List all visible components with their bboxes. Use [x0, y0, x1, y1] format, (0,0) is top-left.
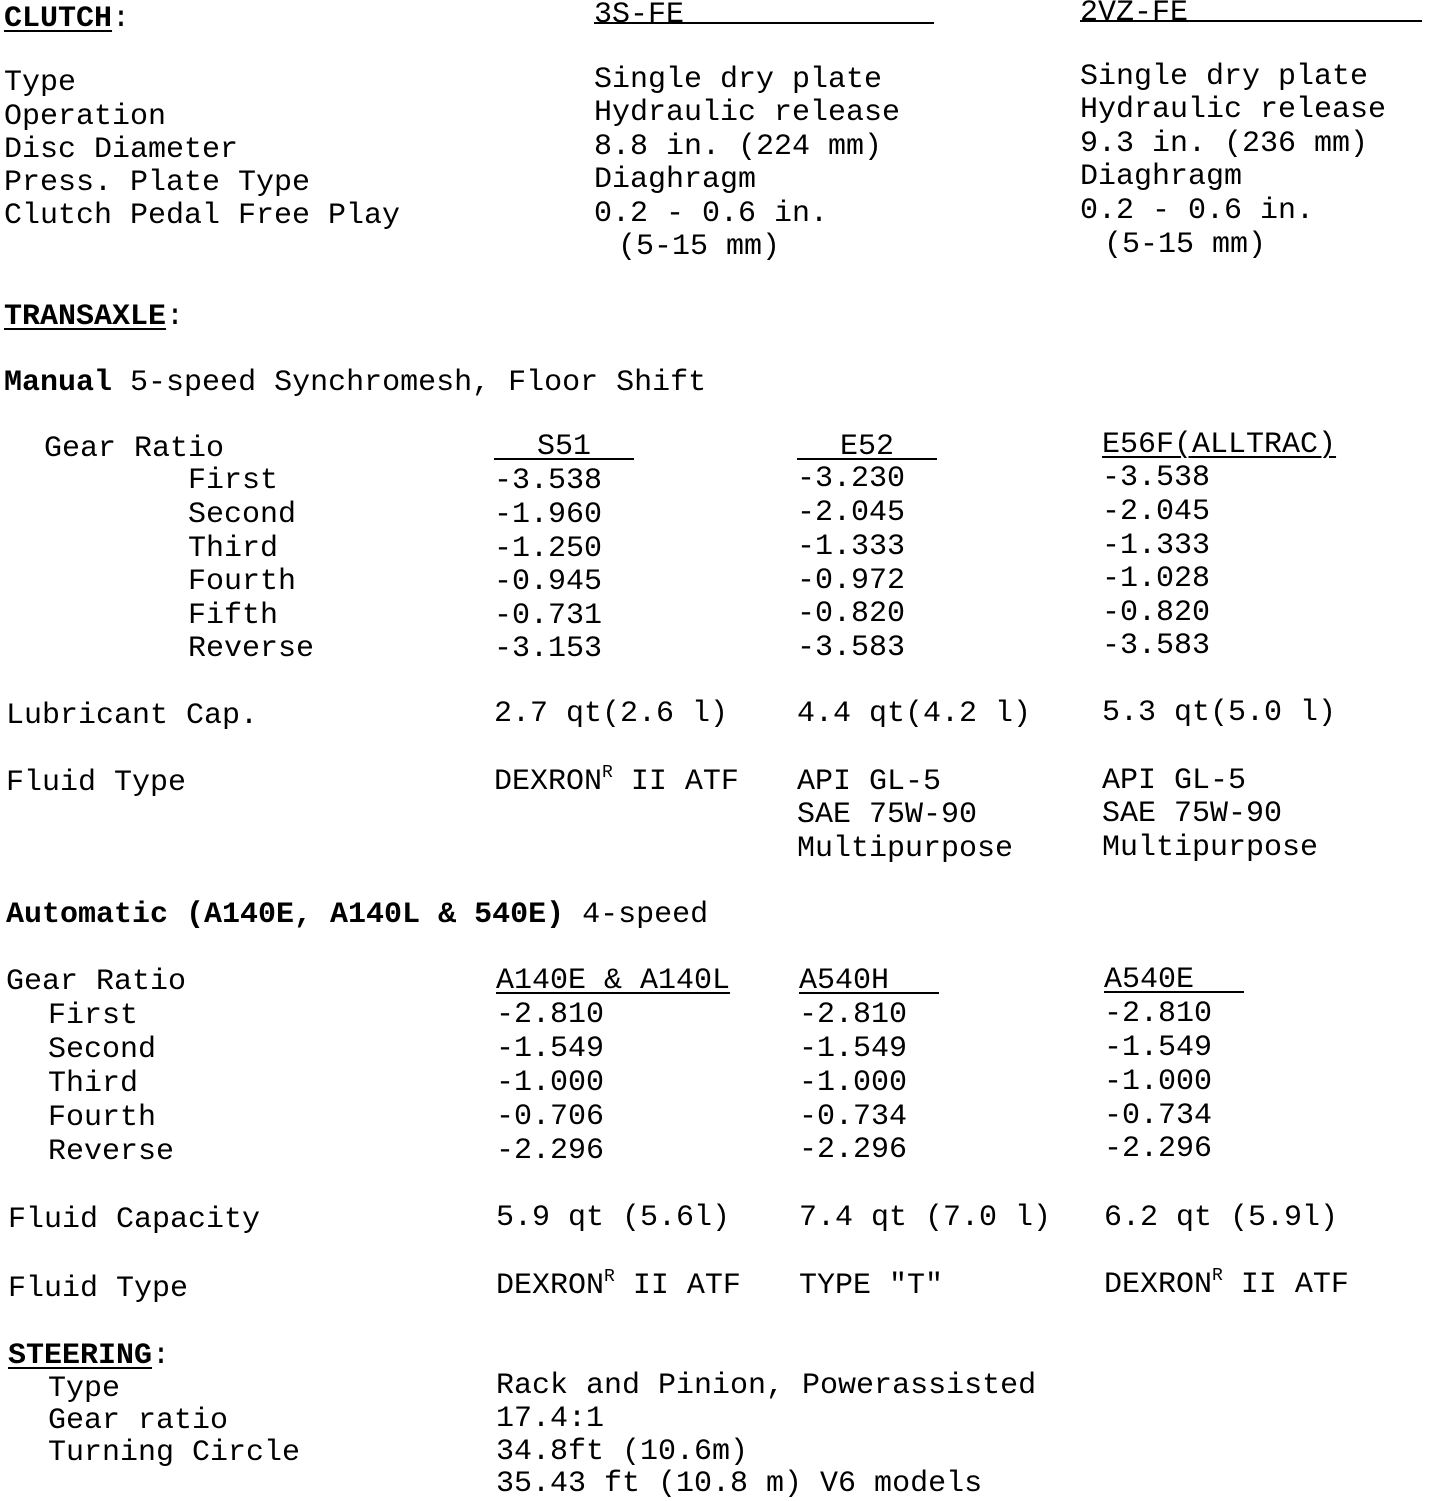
automatic-gear-name: Fourth [48, 1101, 157, 1135]
steering-row-label: Turning Circle [48, 1436, 301, 1470]
manual-gear-name: Reverse [188, 632, 315, 666]
manual-fluid-type-s51 [494, 763, 739, 799]
manual-title [4, 368, 706, 398]
automatic-gear-ratio-label: Gear Ratio [6, 965, 187, 999]
manual-e52-value: -3.230 [797, 462, 906, 496]
manual-e52-value: -1.333 [797, 530, 906, 564]
manual-fluid-type-e56f: Multipurpose [1102, 831, 1319, 865]
manual-s51-value: -0.731 [494, 599, 603, 633]
registered-mark: R [602, 763, 613, 783]
manual-e56f-value: -2.045 [1102, 495, 1211, 529]
automatic-title-bold: Automatic (A140E, A140L & 540E) [6, 898, 565, 932]
dexron-text: DEXRON [494, 765, 603, 799]
registered-mark: R [1212, 1266, 1223, 1286]
clutch-row-label: Operation [4, 100, 167, 134]
steering-row-label: Gear ratio [48, 1404, 229, 1438]
manual-gear-name: Fifth [188, 599, 279, 633]
manual-gear-name: First [188, 464, 279, 498]
automatic-a540e-value: -1.000 [1104, 1065, 1213, 1099]
automatic-fluid-type-label: Fluid Type [8, 1272, 189, 1306]
automatic-gear-name: First [48, 999, 139, 1033]
manual-model-s51-underline [494, 458, 634, 460]
automatic-model-a540e-underline [1104, 991, 1244, 993]
dexron-text: DEXRON [496, 1269, 605, 1303]
automatic-capacity-a540e: 6.2 qt (5.9l) [1104, 1201, 1339, 1235]
manual-e56f-value: -3.538 [1102, 461, 1211, 495]
engine-header-2vz-fe: 2VZ-FE [1080, 0, 1189, 30]
automatic-model-a540h-underline [799, 992, 939, 994]
automatic-model-a540h: A540H [799, 964, 890, 998]
manual-e52-value: -3.583 [797, 631, 906, 665]
engine-header-2vz-fe-underline [1080, 20, 1422, 22]
manual-s51-value: -3.153 [494, 632, 603, 666]
automatic-gear-name: Reverse [48, 1135, 175, 1169]
clutch-row-label: Press. Plate Type [4, 166, 311, 200]
manual-fluid-type-e52: API GL-5 [797, 765, 942, 799]
clutch-heading-text: CLUTCH [4, 2, 113, 36]
automatic-title-rest: 4-speed [582, 898, 709, 932]
manual-fluid-type-e56f: API GL-5 [1102, 764, 1247, 798]
automatic-a540h-value: -1.000 [799, 1066, 908, 1100]
automatic-model-a540e: A540E [1104, 963, 1195, 997]
automatic-a540h-value: -2.296 [799, 1133, 908, 1167]
manual-e56f-value: -0.820 [1102, 596, 1211, 630]
manual-model-e56f: E56F(ALLTRAC) [1102, 428, 1337, 462]
clutch-3s-fe-value: 0.2 - 0.6 in. [594, 197, 829, 231]
automatic-a540e-value: -2.296 [1104, 1132, 1213, 1166]
automatic-a140-value: -2.810 [496, 998, 605, 1032]
automatic-a540h-value: -0.734 [799, 1100, 908, 1134]
manual-s51-value: -1.250 [494, 532, 603, 566]
automatic-a140-value: -1.000 [496, 1066, 605, 1100]
dexron-suffix: II ATF [1222, 1268, 1349, 1302]
manual-e52-value: -2.045 [797, 496, 906, 530]
manual-gear-name: Second [188, 498, 297, 532]
steering-row-label: Type [48, 1372, 121, 1406]
steering-heading-colon: : [152, 1339, 171, 1373]
clutch-3s-fe-free-play-mm: (5-15 mm) [618, 230, 781, 264]
automatic-fluid-type-a540e [1104, 1266, 1349, 1302]
manual-fluid-type-e52: SAE 75W-90 [797, 798, 978, 832]
manual-e56f-value: -1.028 [1102, 562, 1211, 596]
clutch-3s-fe-value: Diaghragm [594, 163, 757, 197]
manual-title-bold: Manual [4, 366, 113, 400]
manual-e52-value: -0.972 [797, 564, 906, 598]
automatic-gear-name: Third [48, 1067, 139, 1101]
clutch-row-label: Clutch Pedal Free Play [4, 199, 401, 233]
clutch-3s-fe-value: Single dry plate [594, 63, 883, 97]
automatic-fluid-type-a140 [496, 1267, 741, 1303]
automatic-a140-value: -2.296 [496, 1134, 605, 1168]
automatic-a140-value: -1.549 [496, 1032, 605, 1066]
steering-turning-circle-v6: 35.43 ft (10.8 m) V6 models [496, 1467, 983, 1501]
automatic-title [6, 900, 708, 930]
manual-lubricant-e56f: 5.3 qt(5.0 l) [1102, 696, 1337, 730]
clutch-3s-fe-value: Hydraulic release [594, 96, 901, 130]
transaxle-heading-colon: : [166, 300, 185, 334]
dexron-suffix: II ATF [612, 765, 739, 799]
manual-fluid-type-e52: Multipurpose [797, 832, 1014, 866]
automatic-a540e-value: -2.810 [1104, 997, 1213, 1031]
manual-model-e52-underline [797, 458, 937, 460]
manual-s51-value: -0.945 [494, 565, 603, 599]
steering-row-value: Rack and Pinion, Powerassisted [496, 1369, 1037, 1403]
manual-e52-value: -0.820 [797, 597, 906, 631]
automatic-gear-name: Second [48, 1033, 157, 1067]
steering-row-value: 34.8ft (10.6m) [496, 1435, 749, 1469]
manual-s51-value: -1.960 [494, 498, 603, 532]
manual-gear-name: Third [188, 532, 279, 566]
manual-e56f-value: -1.333 [1102, 529, 1211, 563]
automatic-capacity-a140: 5.9 qt (5.6l) [496, 1201, 731, 1235]
manual-gear-ratio-label: Gear Ratio [44, 432, 225, 466]
automatic-capacity-label: Fluid Capacity [8, 1203, 261, 1237]
automatic-a540e-value: -0.734 [1104, 1099, 1213, 1133]
registered-mark: R [604, 1267, 615, 1287]
steering-row-value: 17.4:1 [496, 1402, 605, 1436]
automatic-a540h-value: -1.549 [799, 1032, 908, 1066]
manual-model-s51: S51 [536, 430, 591, 464]
dexron-suffix: II ATF [614, 1269, 741, 1303]
automatic-model-a140: A140E & A140L [496, 964, 731, 998]
transaxle-heading [4, 302, 184, 332]
clutch-row-label: Type [4, 66, 77, 100]
clutch-2vz-fe-value: 0.2 - 0.6 in. [1080, 194, 1315, 228]
manual-e56f-value: -3.583 [1102, 629, 1211, 663]
clutch-3s-fe-value: 8.8 in. (224 mm) [594, 130, 883, 164]
clutch-2vz-fe-free-play-mm: (5-15 mm) [1104, 228, 1267, 262]
manual-fluid-type-e56f: SAE 75W-90 [1102, 797, 1283, 831]
automatic-a540h-value: -2.810 [799, 998, 908, 1032]
automatic-a540e-value: -1.549 [1104, 1031, 1213, 1065]
manual-title-rest: 5-speed Synchromesh, Floor Shift [130, 366, 707, 400]
clutch-heading [4, 4, 130, 34]
clutch-2vz-fe-value: Hydraulic release [1080, 93, 1387, 127]
manual-s51-value: -3.538 [494, 464, 603, 498]
engine-header-3s-fe: 3S-FE [594, 0, 685, 32]
clutch-2vz-fe-value: 9.3 in. (236 mm) [1080, 127, 1369, 161]
clutch-row-label: Disc Diameter [4, 133, 239, 167]
automatic-fluid-type-a540h: TYPE "T" [799, 1269, 944, 1303]
transaxle-heading-text: TRANSAXLE [4, 300, 167, 334]
dexron-text: DEXRON [1104, 1268, 1213, 1302]
manual-fluid-type-label: Fluid Type [6, 766, 187, 800]
manual-lubricant-s51: 2.7 qt(2.6 l) [494, 697, 729, 731]
clutch-heading-colon: : [112, 2, 131, 36]
automatic-capacity-a540h: 7.4 qt (7.0 l) [799, 1201, 1052, 1235]
manual-gear-name: Fourth [188, 565, 297, 599]
manual-lubricant-label: Lubricant Cap. [6, 699, 259, 733]
clutch-2vz-fe-value: Single dry plate [1080, 60, 1369, 94]
manual-lubricant-e52: 4.4 qt(4.2 l) [797, 697, 1032, 731]
manual-model-e52: E52 [839, 430, 894, 464]
steering-heading [8, 1341, 170, 1371]
steering-heading-text: STEERING [8, 1339, 153, 1373]
automatic-a140-value: -0.706 [496, 1100, 605, 1134]
clutch-2vz-fe-value: Diaghragm [1080, 160, 1243, 194]
engine-header-3s-fe-underline [594, 22, 934, 24]
